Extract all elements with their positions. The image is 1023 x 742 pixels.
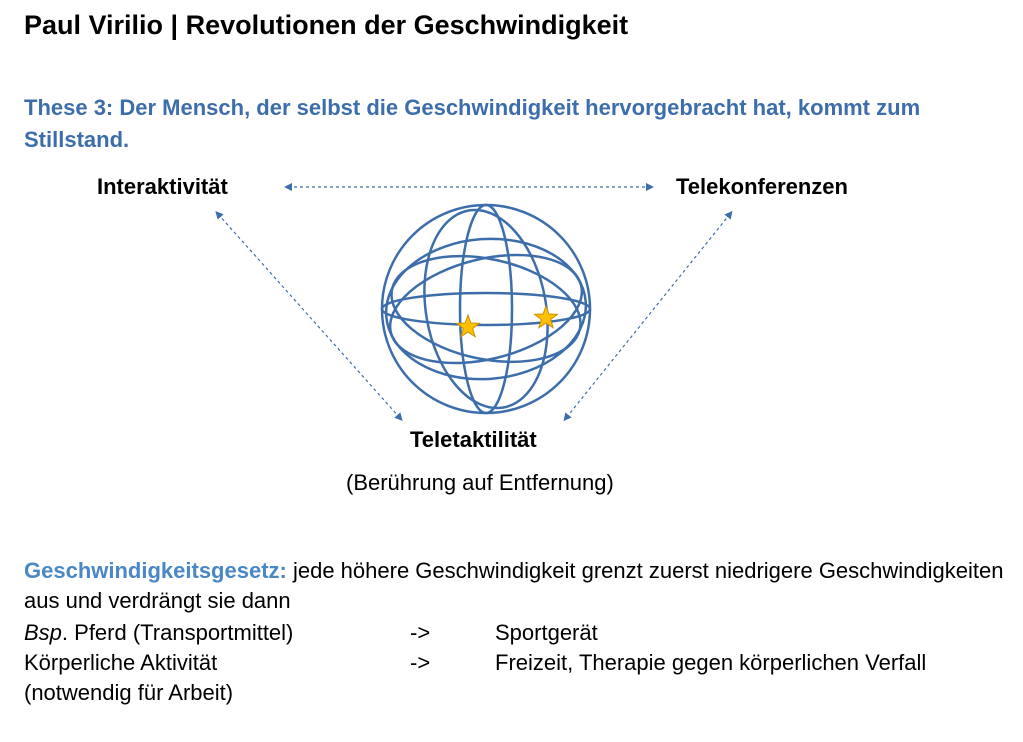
speed-law-term: Geschwindigkeitsgesetz: [24,558,287,583]
example-prefix: Bsp [24,620,62,645]
node-teletaktilitaet-subtitle: (Berührung auf Entfernung) [346,470,614,495]
globe-icon [379,200,593,418]
example-row2-arrow: -> [410,650,431,675]
speed-law [24,556,1004,616]
page-title: Paul Virilio | Revolutionen der Geschwindigkeit [24,10,629,40]
node-interaktivitaet: Interaktivität [97,174,228,199]
example-row2-result: Freizeit, Therapie gegen körperlichen Verfall [495,650,927,675]
example-row3-subject: (notwendig für Arbeit) [24,680,234,705]
speed-law-text: jede höhere Geschwindigkeit grenzt zuerst niedrigere Geschwindigkeiten aus und verdrängt sie dann [24,558,1004,613]
thesis-heading: These 3: Der Mensch, der selbst die Geschwindigkeit hervorgebracht hat, kommt zum Stillstand. [24,95,921,152]
arrow-inter-teletakt [218,214,400,418]
example-row1-subject [24,620,293,646]
example-row2-subject: Körperliche Aktivität [24,650,218,675]
example-row1-result: Sportgerät [495,620,598,645]
example-row1-rest: . Pferd (Transportmittel) [61,620,294,645]
node-teletaktilitaet: Teletaktilität [410,427,537,452]
star-icon [535,306,558,328]
example-row1-arrow: -> [410,620,431,645]
node-telekonferenzen: Telekonferenzen [676,174,848,199]
